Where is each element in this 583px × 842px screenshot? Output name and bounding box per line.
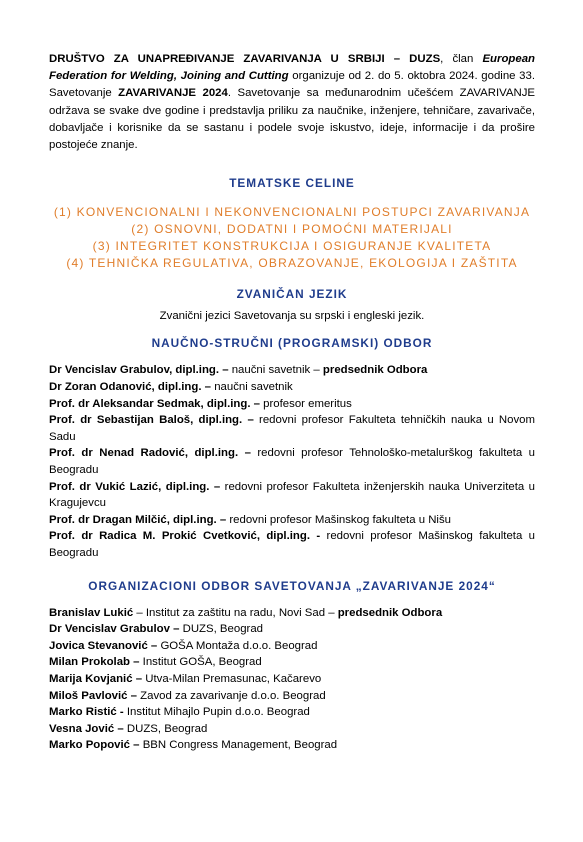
member-name: Marija Kovjanić – (49, 672, 143, 685)
member-name: Branislav Lukić (49, 606, 134, 619)
board-member (49, 528, 535, 561)
member-name: Prof. dr Nenad Radović, dipl.ing. – (49, 447, 251, 460)
board-member (49, 379, 535, 396)
board-member (49, 512, 535, 529)
member-role: Utva-Milan Premasunac, Kačarevo (142, 672, 322, 685)
thematic-item: (2) OSNOVNI, DODATNI I POMOĆNI MATERIJALI (131, 222, 453, 237)
board-member (49, 688, 535, 705)
intro-paragraph (49, 51, 535, 154)
member-name: Prof. dr Sebastijan Baloš, dipl.ing. – (49, 414, 254, 427)
thematic-item: (1) KONVENCIONALNI I NEKONVENCIONALNI POSTUPCI ZAVARIVANJA (53, 205, 531, 220)
member-name: Prof. dr Aleksandar Sedmak, dipl.ing. – (49, 397, 260, 410)
board-member (49, 362, 535, 379)
board-member (49, 445, 535, 478)
member-name: Marko Popović – (49, 739, 140, 752)
member-role: profesor emeritus (260, 397, 352, 410)
member-role: redovni profesor Fakulteta inženjerskih nauka Univerziteta u Kragujevcu (49, 480, 535, 510)
member-role: redovni profesor Fakulteta tehničkih nauka u Novom Sadu (49, 414, 535, 443)
member-role: redovni profesor Mašinskog fakulteta u Nišu (226, 513, 451, 526)
member-role-emphasis: predsednik Odbora (337, 606, 443, 619)
member-role: Zavod za zavarivanje d.o.o. Beograd (137, 689, 326, 702)
member-role: naučni savetnik – (228, 364, 323, 377)
board-member (49, 704, 535, 721)
language-heading: ZVANIČAN JEZIK (236, 287, 348, 302)
member-role: naučni savetnik (211, 381, 293, 393)
member-name: Vesna Jović – (49, 722, 124, 735)
organizing-board-heading: ORGANIZACIONI ODBOR SAVETOVANJA „ZAVARIVANJE 2024“ (88, 578, 496, 593)
member-role: GOŠA Montaža d.o.o. Beograd (157, 639, 318, 652)
program-board-list (49, 362, 535, 561)
member-name: Jovica Stevanović – (49, 639, 158, 652)
board-member (49, 479, 535, 512)
member-name: Marko Ristić - (49, 706, 124, 719)
member-name: Milan Prokolab – (49, 656, 140, 669)
board-member (49, 638, 535, 655)
program-board-heading: NAUČNO-STRUČNI (PROGRAMSKI) ODBOR (151, 336, 433, 351)
member-name: Prof. dr Radica M. Prokić Cvetković, dipl.ing. - (49, 530, 321, 543)
thematic-list (49, 204, 535, 271)
board-member (49, 621, 535, 638)
member-name: Miloš Pavlović – (49, 689, 137, 702)
language-text: Zvanični jezici Savetovanja su srpski i engleski jezik. (159, 310, 425, 323)
member-name: Prof. dr Dragan Milčić, dipl.ing. – (49, 513, 227, 526)
board-member (49, 654, 535, 671)
member-role: BBN Congress Management, Beograd (139, 739, 338, 752)
board-member (49, 605, 535, 622)
member-role: redovni profesor Tehnološko-metalurškog fakulteta u Beogradu (49, 447, 535, 476)
thematic-item: (4) TEHNIČKA REGULATIVA, OBRAZOVANJE, EKOLOGIJA I ZAŠTITA (66, 255, 518, 270)
board-member (49, 737, 535, 754)
organization-name: DRUŠTVO ZA UNAPREĐIVANJE ZAVARIVANJA U SRBIJI – DUZS (49, 53, 441, 65)
member-role: redovni profesor Mašinskog fakulteta u Beogradu (49, 530, 535, 559)
member-role: Institut GOŠA, Beograd (139, 656, 262, 669)
member-name: Dr Vencislav Grabulov – (49, 623, 180, 636)
board-member (49, 412, 535, 445)
member-name: Prof. dr Vukić Lazić, dipl.ing. – (49, 480, 221, 493)
intro-text-3: . Savetovanje sa međunarodnim učešćem ZAVARIVANJE održava se svake dve godine i predstavlja priliku za naučnike, inženjere, tehničare, zavarivače, dobavljače i korisnike da se sastanu i podele svoje iskustvo, ideje, informacije i da prošire postojeće znanje. (49, 87, 535, 152)
board-member (49, 721, 535, 738)
intro-text-1: , član (440, 53, 483, 65)
intro-text-2: organizuje od 2. do 5. oktobra 2024. godine 33. Savetovanje (49, 70, 535, 100)
member-role: – Institut za zaštitu na radu, Novi Sad – (133, 606, 338, 619)
member-role: DUZS, Beograd (123, 722, 208, 735)
member-name: Dr Vencislav Grabulov, dipl.ing. – (49, 364, 229, 377)
event-name: ZAVARIVANJE 2024 (118, 87, 228, 100)
document-page (49, 51, 535, 754)
member-role-emphasis: predsednik Odbora (322, 364, 428, 377)
board-member (49, 396, 535, 413)
thematic-heading: TEMATSKE CELINE (229, 176, 355, 191)
member-role: Institut Mihajlo Pupin d.o.o. Beograd (123, 706, 310, 719)
member-role: DUZS, Beograd (179, 623, 263, 636)
federation-name: European Federation for Welding, Joining and Cutting (49, 53, 535, 83)
member-name: Dr Zoran Odanović, dipl.ing. – (49, 381, 212, 393)
thematic-item: (3) INTEGRITET KONSTRUKCIJA I OSIGURANJE KVALITETA (92, 238, 492, 253)
board-member (49, 671, 535, 688)
organizing-board-list (49, 605, 535, 754)
